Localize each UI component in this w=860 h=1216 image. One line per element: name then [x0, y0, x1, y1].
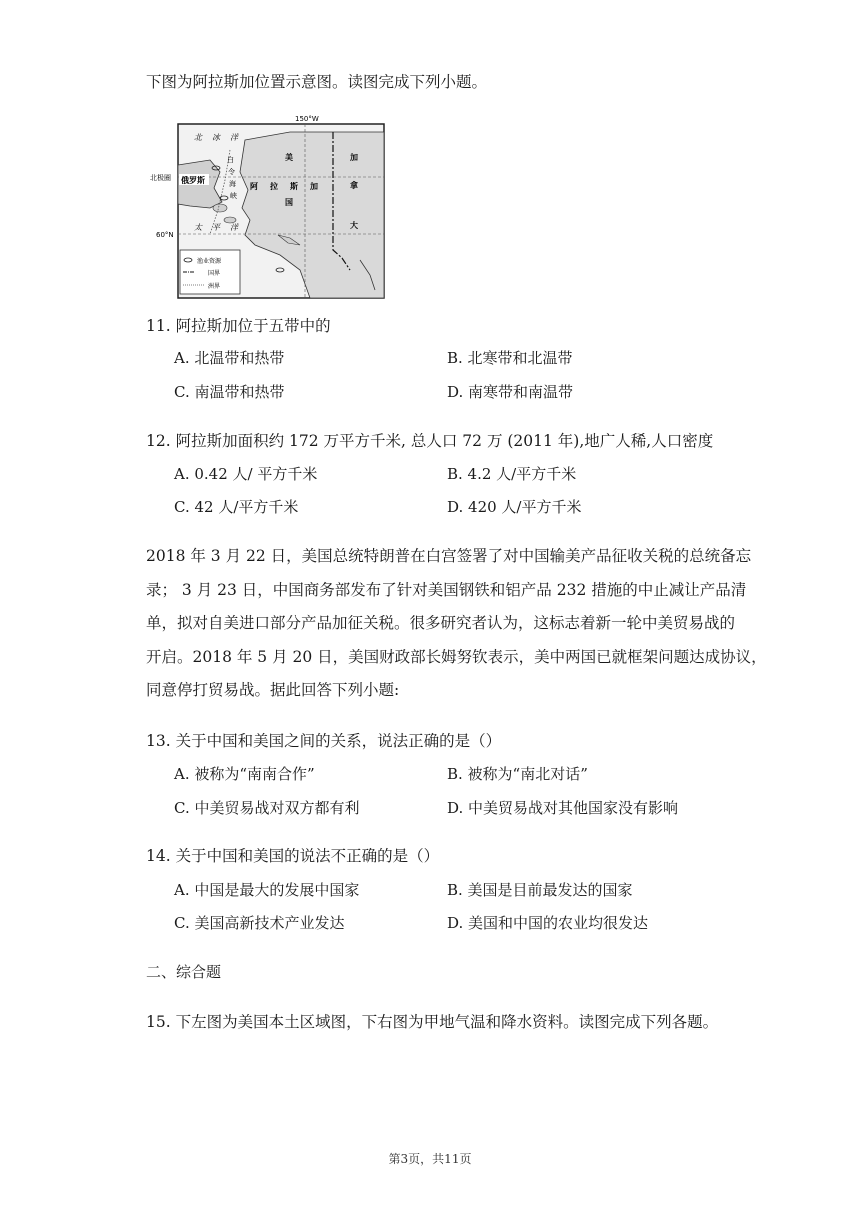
question-11-option-b[interactable]: B. 北寒带和北温带: [447, 349, 573, 367]
strait-label-4: 峡: [230, 192, 237, 200]
alaska-label-1: 阿: [250, 182, 258, 191]
legend-border-label: 国界: [208, 270, 221, 277]
russia-label: 俄罗斯: [181, 176, 205, 185]
question-13-option-c[interactable]: C. 中美贸易战对双方都有利: [174, 799, 360, 817]
alaska-label-2: 拉: [270, 182, 278, 191]
question-11-stem: 11. 阿拉斯加位于五带中的: [146, 317, 331, 335]
pacific-ocean-label-3: 洋: [230, 223, 238, 232]
question-11-option-a[interactable]: A. 北温带和热带: [174, 349, 285, 367]
island-shape: [213, 204, 227, 212]
canada-label-3: 大: [350, 221, 358, 230]
lat-60n-label: 60°N: [156, 231, 174, 239]
legend-continent-label: 洲界: [208, 283, 221, 290]
strait-label-3: 海: [229, 180, 236, 188]
intro-text: 下图为阿拉斯加位置示意图。读图完成下列小题。: [146, 73, 488, 91]
canada-label-1: 加: [350, 153, 358, 162]
arctic-circle-label: 北极圈: [150, 174, 171, 182]
passage-line: 单，拟对自美进口部分产品加征关税。很多研究者认为，这标志着新一轮中美贸易战的: [146, 614, 736, 632]
question-15-stem: 15. 下左图为美国本土区域图，下右图为甲地气温和降水资料。读图完成下列各题。: [146, 1013, 719, 1031]
arctic-ocean-label-3: 洋: [230, 133, 238, 142]
page-footer: 第3页，共11页: [388, 1152, 472, 1166]
question-14-option-b[interactable]: B. 美国是目前最发达的国家: [447, 881, 633, 899]
alaska-location-map: [150, 110, 395, 300]
question-14-option-d[interactable]: D. 美国和中国的农业均很发达: [447, 914, 649, 932]
question-13-option-b[interactable]: B. 被称为“南北对话”: [447, 765, 588, 783]
pacific-ocean-label-2: 平: [212, 223, 220, 232]
pacific-ocean-label-1: 太: [194, 223, 202, 232]
section-2-heading: 二、综合题: [146, 963, 222, 981]
question-12-option-a[interactable]: A. 0.42 人/ 平方千米: [174, 465, 318, 483]
question-13-option-d[interactable]: D. 中美贸易战对其他国家没有影响: [447, 799, 679, 817]
legend-fish-label: 渔业资源: [197, 258, 222, 265]
question-12-option-c[interactable]: C. 42 人/平方千米: [174, 498, 299, 516]
strait-label-1: 白: [227, 156, 234, 164]
strait-label-2: 令: [228, 168, 235, 176]
question-12-option-b[interactable]: B. 4.2 人/平方千米: [447, 465, 577, 483]
arctic-ocean-label-2: 冰: [212, 133, 220, 142]
canada-label-2: 拿: [350, 181, 358, 190]
lon-label: 150°W: [295, 115, 319, 123]
passage-line: 录； 3 月 23 日，中国商务部发布了针对美国钢铁和铝产品 232 措施的中止减让产品清: [146, 581, 747, 599]
alaska-label-3: 斯: [290, 182, 298, 191]
question-13-option-a[interactable]: A. 被称为“南南合作”: [174, 765, 315, 783]
question-13-stem: 13. 关于中国和美国之间的关系，说法正确的是（）: [146, 732, 502, 750]
alaska-label-4: 加: [310, 182, 318, 191]
question-14-option-c[interactable]: C. 美国高新技术产业发达: [174, 914, 345, 932]
question-14-stem: 14. 关于中国和美国的说法不正确的是（）: [146, 847, 440, 865]
question-11-option-d[interactable]: D. 南寒带和南温带: [447, 383, 574, 401]
question-14-option-a[interactable]: A. 中国是最大的发展中国家: [174, 881, 360, 899]
passage-line: 2018 年 3 月 22 日，美国总统特朗普在白宫签署了对中国输美产品征收关税的总统备忘: [146, 547, 752, 565]
arctic-ocean-label-1: 北: [194, 133, 202, 142]
us-label: 美: [285, 153, 293, 162]
question-12-option-d[interactable]: D. 420 人/平方千米: [447, 498, 582, 516]
question-12-stem: 12. 阿拉斯加面积约 172 万平方千米, 总人口 72 万 (2011 年),地广人稀,人口密度: [146, 432, 714, 450]
guo-label: 国: [285, 198, 293, 207]
question-11-option-c[interactable]: C. 南温带和热带: [174, 383, 285, 401]
passage-line: 开启。2018 年 5 月 20 日，美国财政部长姆努钦表示，美中两国已就框架问题达成协议，: [146, 648, 767, 666]
passage-line: 同意停打贸易战。据此回答下列小题:: [146, 681, 400, 699]
